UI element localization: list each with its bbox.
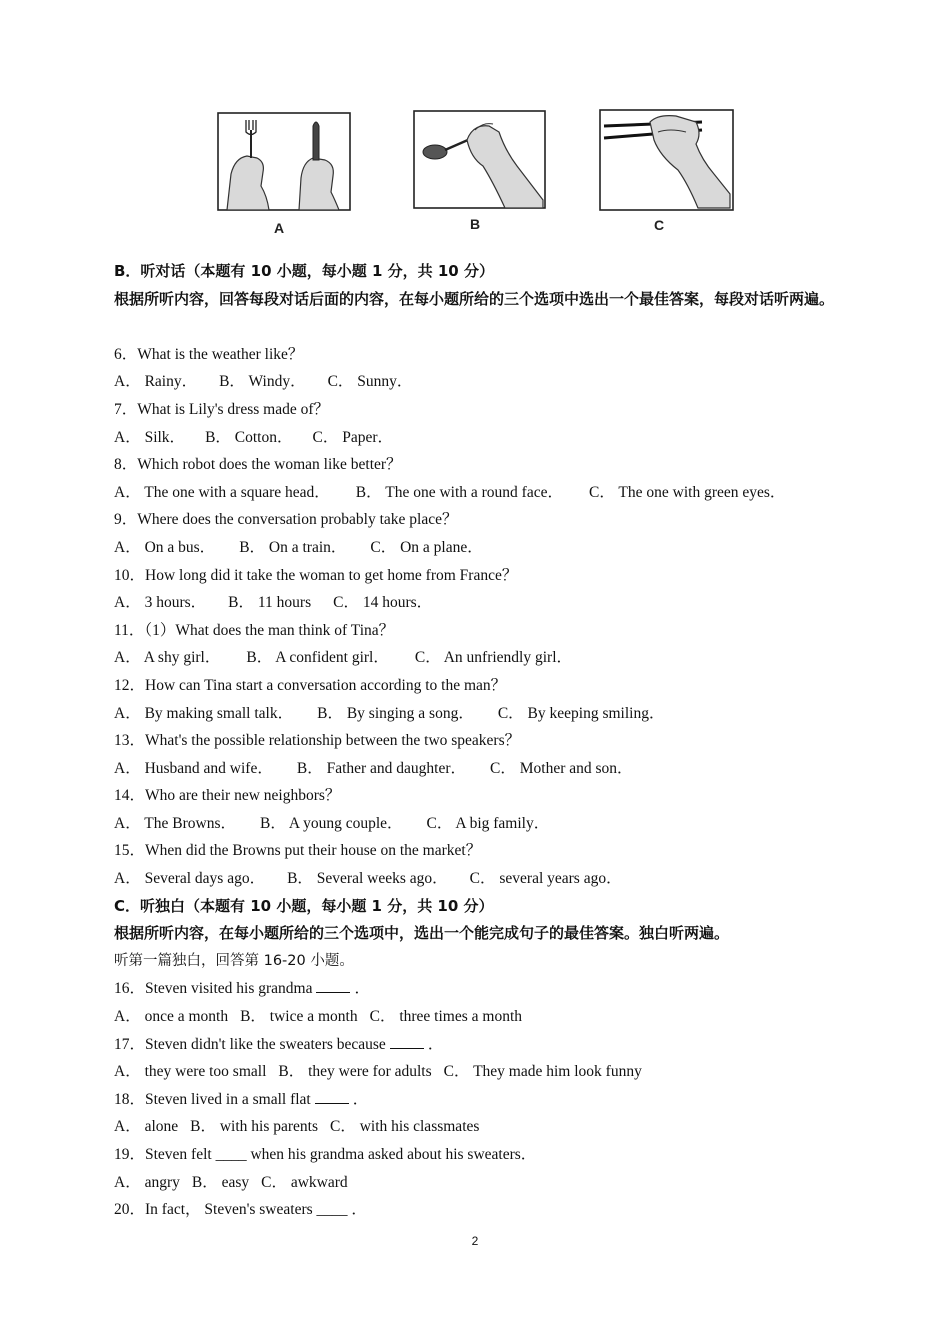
- answer-blank: [316, 980, 350, 993]
- options-row: [114, 368, 844, 396]
- option: A． By making small talk．: [114, 704, 294, 722]
- question-end: ．: [352, 1090, 369, 1108]
- question-stem: 15．When did the Browns put their house on the market？: [114, 842, 482, 860]
- chopsticks-icon: [598, 108, 735, 212]
- options-row: [114, 700, 844, 728]
- option: B． Father and daughter．: [296, 759, 467, 777]
- option: A． Silk．: [114, 428, 186, 446]
- section-c-title: C．听独白（本题有 10 小题，每小题 1 分，共 10 分）: [114, 896, 494, 915]
- option: A． 3 hours．: [114, 594, 207, 612]
- question-stem: 7．What is Lily's dress made of？: [114, 400, 330, 418]
- question-stem: 13．What's the possible relationship between the two speakers？: [114, 732, 521, 750]
- question-stem: 11．（1）What does the man think of Tina？: [114, 621, 395, 639]
- spoon-icon: [413, 110, 546, 209]
- option: B． 11 hours: [228, 594, 312, 612]
- page-number: 2: [471, 1234, 479, 1248]
- options-row: [114, 479, 844, 507]
- picture-label-a: A: [274, 220, 285, 236]
- option: A． Rainy．: [114, 373, 198, 391]
- options-row: [114, 589, 844, 617]
- answer-blank: [390, 1036, 424, 1049]
- option: C． with his classmates: [330, 1118, 480, 1136]
- question-stem: 9．Where does the conversation probably take place？: [114, 511, 458, 529]
- option: C． several years ago．: [469, 870, 622, 888]
- option: C． A big family．: [426, 814, 550, 832]
- option: A． they were too small: [114, 1063, 267, 1081]
- question-text: 20．In fact， Steven's sweaters ____ ．: [114, 1201, 367, 1219]
- options-row: [114, 810, 844, 838]
- question-stem: [114, 1086, 844, 1114]
- option: B． A confident girl．: [246, 649, 389, 667]
- option: A． alone: [114, 1118, 179, 1136]
- fork-and-knife-icon: [217, 112, 351, 211]
- option: B． Windy．: [219, 373, 306, 391]
- question-stem: [114, 1141, 844, 1169]
- options-row: [114, 534, 844, 562]
- option: B． Cotton．: [205, 428, 293, 446]
- option: C． 14 hours．: [333, 594, 433, 612]
- question-text: 17．Steven didn't like the sweaters because: [114, 1035, 386, 1053]
- question-end: ．: [427, 1035, 444, 1053]
- question-stem: 14．Who are their new neighbors？: [114, 787, 341, 805]
- option: B． twice a month: [240, 1008, 358, 1026]
- option: C． An unfriendly girl．: [414, 649, 573, 667]
- options-row: [114, 865, 844, 893]
- option: C． three times a month: [369, 1008, 522, 1026]
- option: C． Paper．: [312, 428, 393, 446]
- options-row: [114, 644, 844, 672]
- options-row: [114, 424, 844, 452]
- question-text: 19．Steven felt ____ when his grandma asked about his sweaters．: [114, 1146, 537, 1163]
- option: B． Several weeks ago．: [287, 870, 448, 888]
- option: B． On a train．: [239, 538, 347, 556]
- question-stem: 12．How can Tina start a conversation according to the man？: [114, 676, 507, 694]
- section-c-instruction: 根据所听内容，在每小题所给的三个选项中，选出一个能完成句子的最佳答案。独白听两遍。: [114, 924, 730, 943]
- options-row: [114, 1113, 844, 1141]
- option: B． they were for adults: [278, 1063, 432, 1081]
- options-row: [114, 1003, 844, 1031]
- option: A． The Browns．: [114, 814, 236, 832]
- answer-blank: [315, 1091, 349, 1104]
- question-stem: [114, 1196, 844, 1224]
- picture-label-c: C: [654, 217, 665, 233]
- picture-c: [598, 108, 735, 212]
- option: B． The one with a round face．: [355, 483, 563, 501]
- option: C． awkward: [261, 1173, 348, 1191]
- section-b-questions: [114, 341, 844, 893]
- question-text: 16．Steven visited his grandma: [114, 980, 313, 998]
- option: A． Several days ago．: [114, 870, 266, 888]
- question-stem: [114, 1031, 844, 1059]
- option: A． once a month: [114, 1008, 229, 1026]
- section-b-title: B．听对话（本题有 10 小题，每小题 1 分，共 10 分）: [114, 262, 494, 280]
- option: A． Husband and wife．: [114, 759, 273, 777]
- picture-b: [413, 110, 546, 209]
- question-stem: 6．What is the weather like？: [114, 345, 304, 363]
- option: B． By singing a song．: [317, 704, 474, 722]
- picture-a: [217, 112, 351, 211]
- option: C． On a plane．: [370, 538, 483, 556]
- option: C． By keeping smiling．: [497, 704, 665, 722]
- option: A． angry: [114, 1173, 180, 1191]
- options-row: [114, 1169, 844, 1197]
- question-stem: [114, 975, 844, 1003]
- option: C． Mother and son．: [490, 759, 633, 777]
- section-c-subheading: 听第一篇独白，回答第 16-20 小题。: [114, 952, 354, 969]
- question-stem: 8．Which robot does the woman like better？: [114, 456, 402, 474]
- option: A． On a bus．: [114, 538, 216, 556]
- question-end: ．: [354, 980, 370, 998]
- option: C． Sunny．: [327, 373, 413, 391]
- option: C． The one with green eyes．: [588, 483, 786, 501]
- section-c-questions: [114, 975, 844, 1223]
- option: A． The one with a square head．: [114, 483, 330, 501]
- option: A． A shy girl．: [114, 649, 221, 667]
- options-row: [114, 1058, 844, 1086]
- question-stem: 10．How long did it take the woman to get home from France？: [114, 566, 518, 584]
- section-b-instruction: 根据所听内容，回答每段对话后面的内容，在每小题所给的三个选项中选出一个最佳答案，每段对话听两遍。: [114, 289, 835, 308]
- option: C． They made him look funny: [443, 1063, 642, 1081]
- exam-content: [114, 258, 844, 1224]
- options-row: [114, 755, 844, 783]
- question-text: 18．Steven lived in a small flat: [114, 1090, 311, 1108]
- option: B． easy: [191, 1173, 250, 1191]
- picture-label-b: B: [470, 216, 481, 232]
- option: B． with his parents: [190, 1118, 319, 1136]
- option: B． A young couple．: [260, 814, 403, 832]
